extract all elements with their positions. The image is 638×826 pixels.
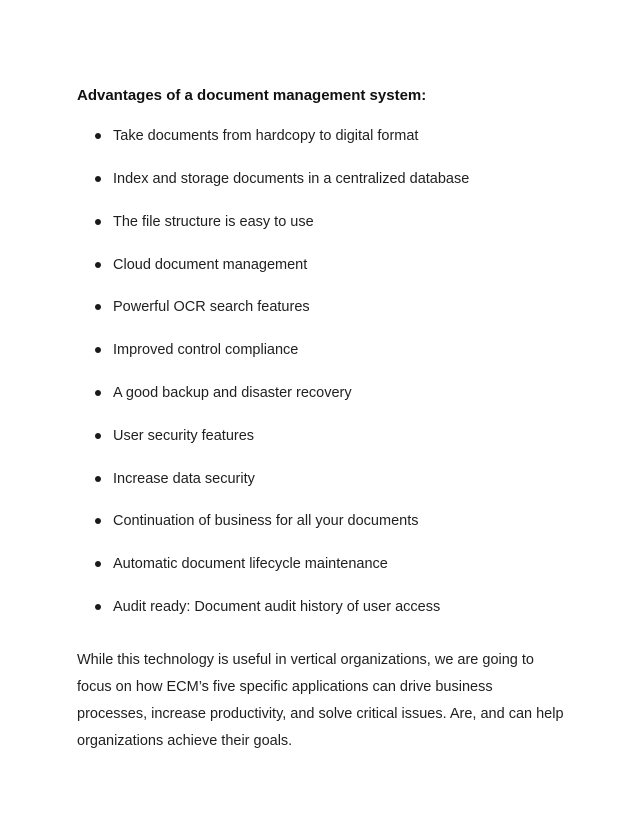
bullet-icon [95, 347, 101, 353]
paragraph-line: organizations achieve their goals. [77, 733, 293, 749]
paragraph-line: processes, increase productivity, and solve critical issues. Are, and can help [77, 706, 564, 722]
list-item-text: A good backup and disaster recovery [113, 385, 352, 401]
section-heading: Advantages of a document management system: [77, 87, 427, 104]
bullet-icon [95, 604, 101, 610]
paragraph-line: focus on how ECM’s five specific applications can drive business [77, 679, 493, 695]
list-item-text: Increase data security [113, 471, 255, 487]
list-item-text: Automatic document lifecycle maintenance [113, 556, 388, 572]
body-paragraph [77, 647, 577, 755]
list-item-text: The file structure is easy to use [113, 214, 314, 230]
bullet-icon [95, 390, 101, 396]
bullet-icon [95, 476, 101, 482]
paragraph-line: While this technology is useful in vertical organizations, we are going to [77, 652, 534, 668]
list-item-text: Index and storage documents in a centralized database [113, 171, 470, 187]
bullet-icon [95, 219, 101, 225]
list-item-text: Continuation of business for all your documents [113, 513, 419, 529]
bullet-icon [95, 433, 101, 439]
list-item-text: Powerful OCR search features [113, 299, 310, 315]
bullet-icon [95, 262, 101, 268]
list-item-text: Audit ready: Document audit history of user access [113, 599, 441, 615]
bullet-icon [95, 561, 101, 567]
list-item-text: User security features [113, 428, 255, 444]
bullet-icon [95, 133, 101, 139]
bullet-icon [95, 176, 101, 182]
list-item-text: Improved control compliance [113, 342, 299, 358]
bullet-icon [95, 304, 101, 310]
bullet-icon [95, 518, 101, 524]
list-item-text: Cloud document management [113, 257, 308, 273]
list-item-text: Take documents from hardcopy to digital format [113, 128, 419, 144]
